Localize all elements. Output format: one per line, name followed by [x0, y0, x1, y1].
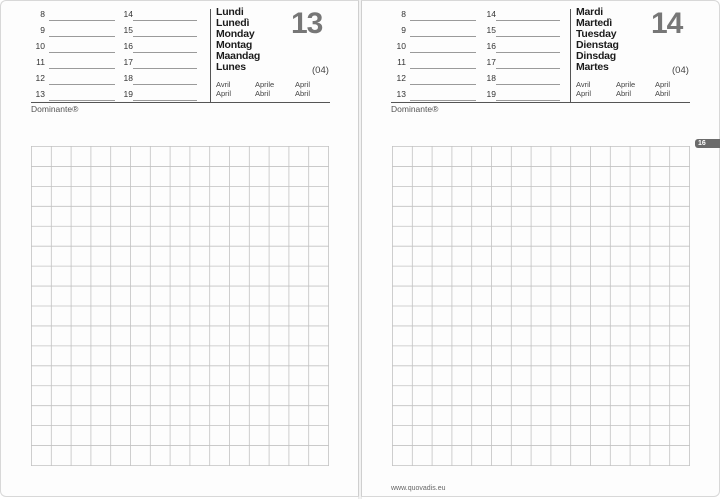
page-tab[interactable]: 16 [695, 139, 720, 148]
notes-grid[interactable] [31, 146, 329, 466]
day-name: Dinsdag [576, 50, 617, 62]
right-page: 8 9 10 11 12 13 14 15 16 17 18 19 Mardi Martedì Tuesday Dienstag Dinsdag Martes 14 (04) Avril Aprile April April Abril Abril Dominante® www.quovadis.eu [361, 0, 720, 497]
notes-grid[interactable] [392, 146, 690, 466]
week-number: (04) [672, 65, 689, 76]
day-name: Montag [216, 39, 253, 51]
day-name: Lunedì [216, 17, 250, 29]
header-divider [570, 9, 571, 103]
day-name: Dienstag [576, 39, 619, 51]
day-name: Monday [216, 28, 255, 40]
header-rule [31, 102, 330, 103]
week-number: (04) [312, 65, 329, 76]
header-rule [391, 102, 690, 103]
day-name: Mardi [576, 6, 604, 18]
day-name: Lunes [216, 61, 246, 73]
day-name: Martes [576, 61, 609, 73]
day-name: Lundi [216, 6, 244, 18]
header-divider [210, 9, 211, 103]
hour-slots-right: 8 9 10 11 12 13 14 15 16 17 18 19 [392, 7, 572, 103]
day-name: Tuesday [576, 28, 617, 40]
brand-label: Dominante® [391, 104, 439, 114]
left-page: 8 9 10 11 12 13 14 15 16 17 18 19 Lundi Lunedì Monday Montag Maandag Lunes 13 (04) Avril Aprile April April Abril Abril Dominante® [0, 0, 359, 497]
day-name: Martedì [576, 17, 612, 29]
date-number: 14 [651, 7, 683, 40]
hour-slots-left: 8 9 10 11 12 13 14 15 16 17 18 19 [31, 7, 211, 103]
brand-label: Dominante® [31, 104, 79, 114]
footer-url: www.quovadis.eu [391, 485, 446, 492]
date-number: 13 [291, 7, 323, 40]
day-name: Maandag [216, 50, 261, 62]
